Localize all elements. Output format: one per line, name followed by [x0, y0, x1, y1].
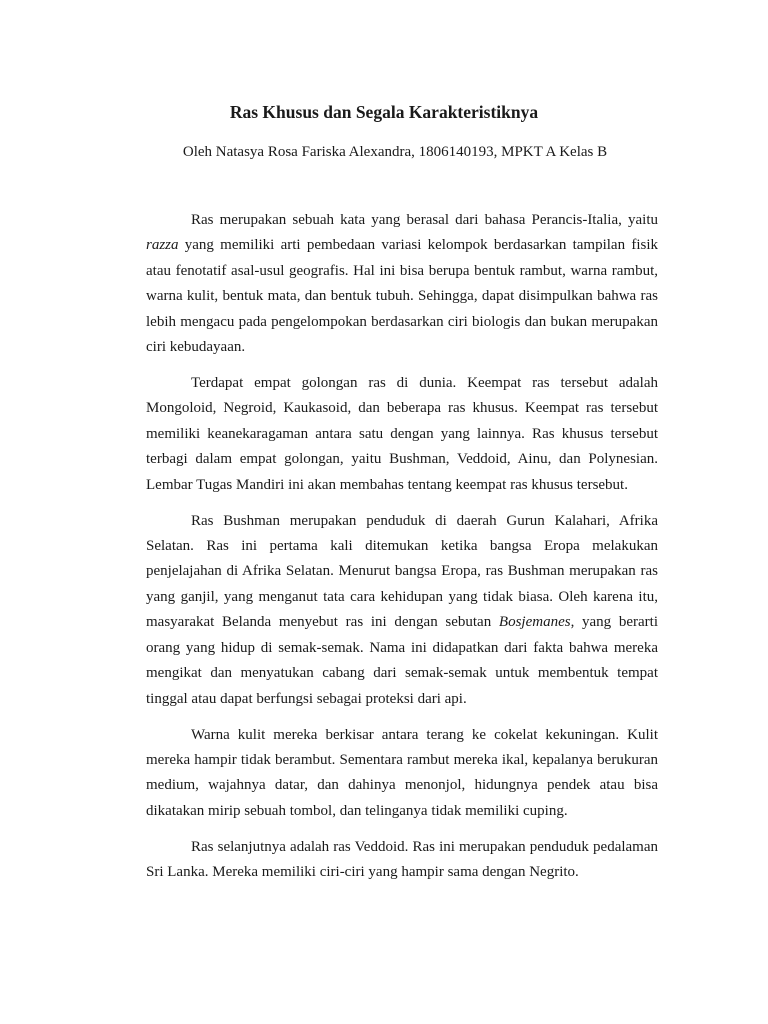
paragraph-text: Ras Bushman merupakan penduduk di daerah Gurun Kalahari, Afrika Selatan. Ras ini pertama kali ditemukan ketika bangsa Eropa melakukan penjelajahan di Afrika Selatan. Menurut bangsa Eropa, ras Bushman merupakan ras yang ganjil, yang menganut tata cara kehidupan yang tidak biasa. Oleh karena itu, masyarakat Belanda menyebut ras ini dengan sebutan [146, 512, 658, 631]
body-paragraph [146, 371, 658, 498]
body-paragraph [146, 723, 658, 825]
paragraph-text: , yang berarti orang yang hidup di semak-semak. Nama ini didapatkan dari fakta bahwa mereka mengikat dan menyatukan cabang dari semak-semak untuk membentuk tempat tinggal atau dapat berfungsi sebagai proteksi dari api. [146, 614, 658, 707]
italic-term: razza [146, 237, 179, 254]
document-body [146, 208, 658, 886]
body-paragraph [146, 835, 658, 886]
italic-term: Bosjemanes [498, 614, 571, 631]
paragraph-text: Warna kulit mereka berkisar antara terang ke cokelat kekuningan. Kulit mereka hampir tidak berambut. Sementara rambut mereka ikal, kepalanya berukuran medium, wajahnya datar, dan dahinya menonjol, hidungnya pendek atau bisa dikatakan mirip sebuah tombol, dan telinganya tidak memiliki cuping. [146, 726, 658, 819]
paragraph-text: Ras merupakan sebuah kata yang berasal dari bahasa Perancis-Italia, yaitu [191, 212, 658, 228]
paragraph-text: Ras selanjutnya adalah ras Veddoid. Ras ini merupakan penduduk pedalaman Sri Lanka. Mereka memiliki ciri-ciri yang hampir sama dengan Negrito. [146, 838, 658, 881]
document-title: Ras Khusus dan Segala Karakteristiknya [229, 102, 539, 122]
body-paragraph [146, 509, 658, 712]
author-line: Oleh Natasya Rosa Fariska Alexandra, 1806140193, MPKT A Kelas B [182, 144, 608, 160]
paragraph-text: Terdapat empat golongan ras di dunia. Keempat ras tersebut adalah Mongoloid, Negroid, Kaukasoid, dan beberapa ras khusus. Keempat ras tersebut memiliki keanekaragaman antara satu dengan yang lainnya. Ras khusus tersebut terbagi dalam empat golongan, yaitu Bushman, Veddoid, Ainu, dan Polynesian. Lembar Tugas Mandiri ini akan membahas tentang keempat ras khusus tersebut. [146, 375, 658, 493]
body-paragraph [146, 208, 658, 360]
paragraph-text: yang memiliki arti pembedaan variasi kelompok berdasarkan tampilan fisik atau fenotatif asal-usul geografis. Hal ini bisa berupa bentuk rambut, warna rambut, warna kulit, bentuk mata, dan bentuk tubuh. Sehingga, dapat disimpulkan bahwa ras lebih mengacu pada pengelompokan berdasarkan ciri biologis dan bukan merupakan ciri kebudayaan. [146, 237, 658, 356]
